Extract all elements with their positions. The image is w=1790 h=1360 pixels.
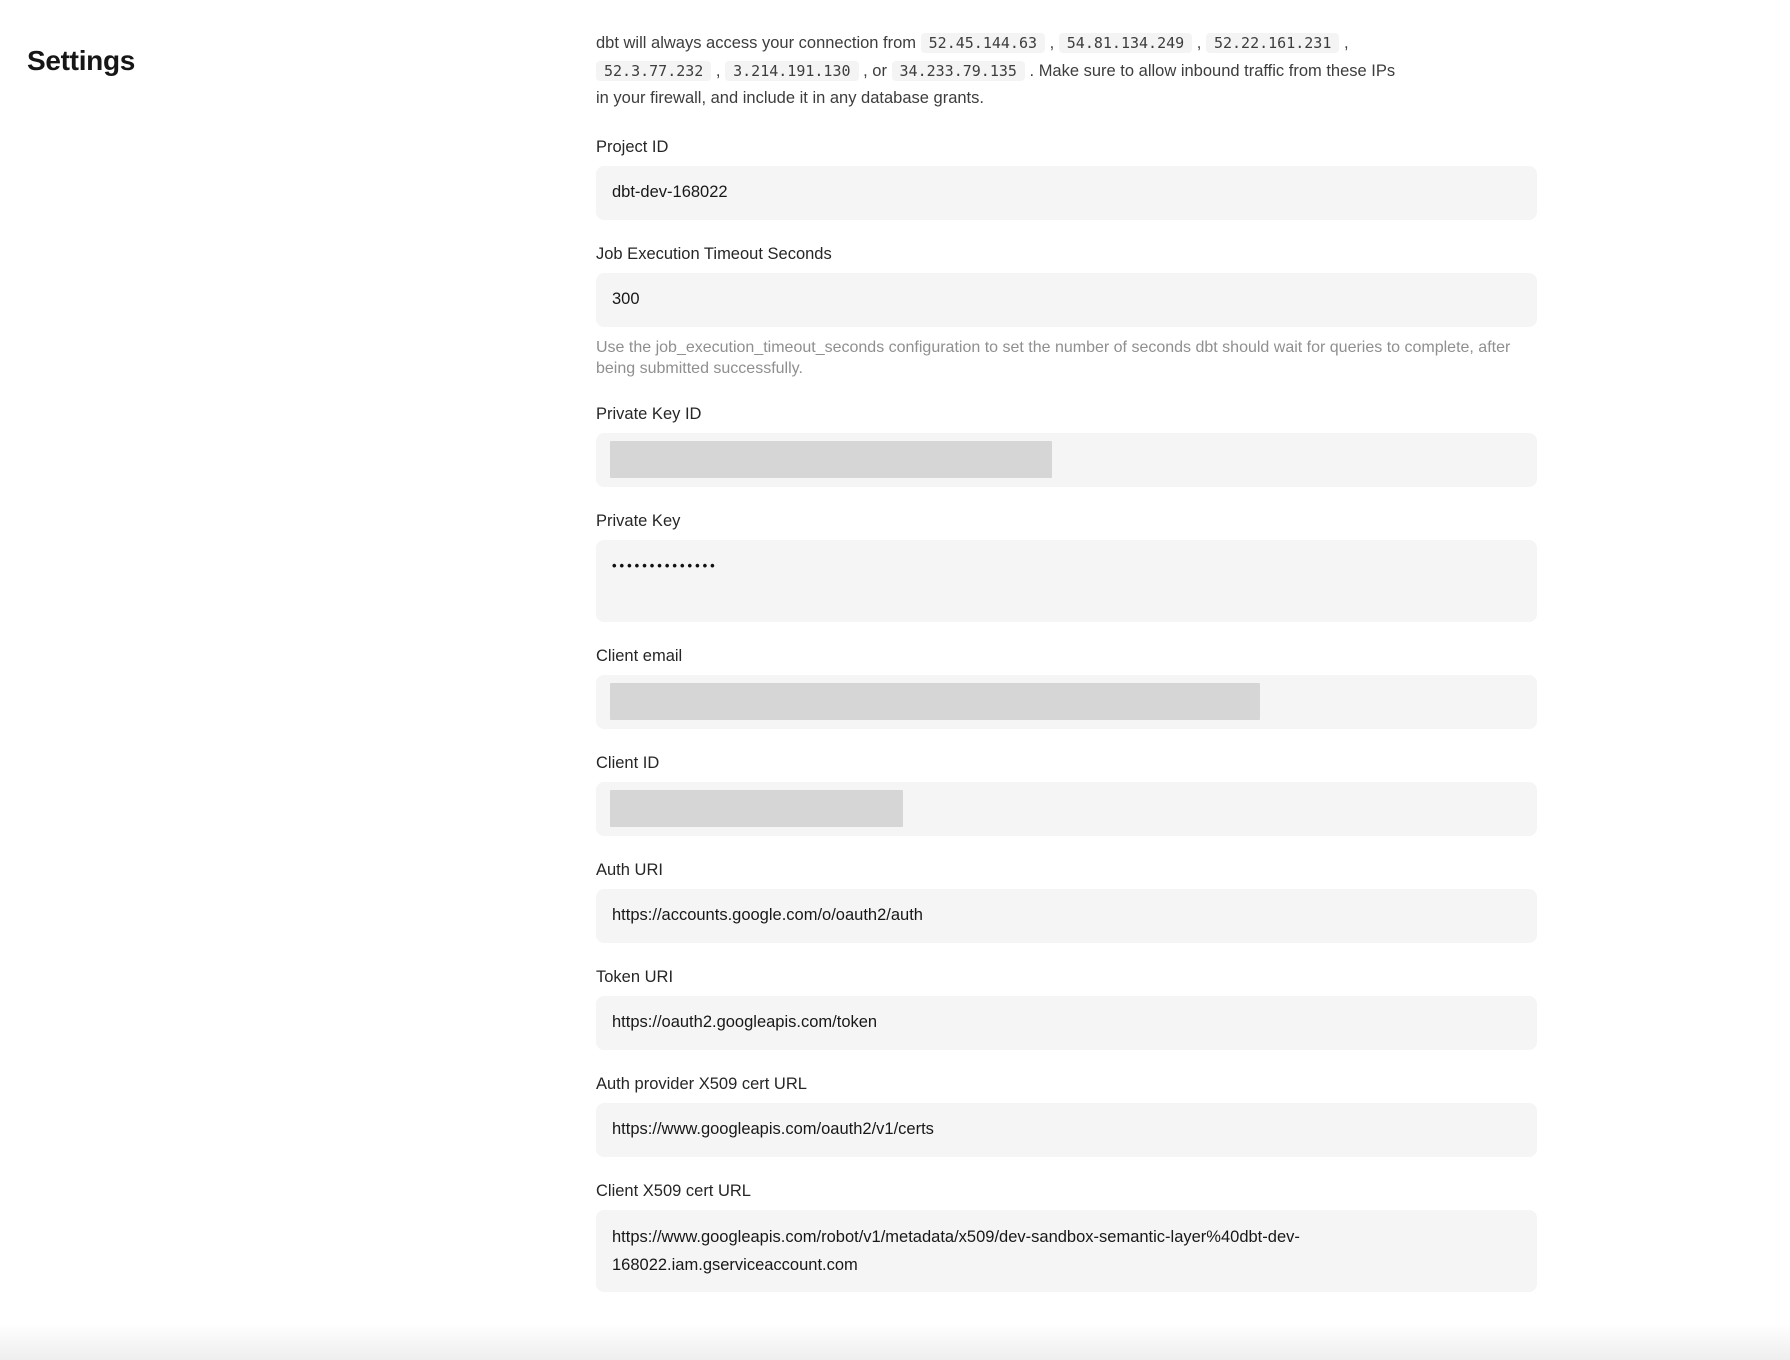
field-group-auth_uri (596, 861, 1537, 943)
field-label-client_id: Client ID (596, 753, 660, 772)
field-value-token_uri: https://oauth2.googleapis.com/token (612, 1013, 878, 1031)
field-group-client_email (596, 647, 1537, 729)
field-group-token_uri (596, 968, 1537, 1050)
field-value-auth_provider_x509_cert_url: https://www.googleapis.com/oauth2/v1/certs (612, 1120, 934, 1138)
field-help-job_execution_timeout_seconds: Use the job_execution_timeout_seconds configuration to set the number of seconds dbt should wait for queries to complete, after being submitted successfully. (596, 338, 1511, 377)
field-input-client_id[interactable] (596, 782, 1537, 836)
field-label-auth_provider_x509_cert_url: Auth provider X509 cert URL (596, 1074, 807, 1093)
intro-text-segment: , (711, 61, 726, 80)
intro-text-segment: . Make sure to allow inbound traffic from these IPs (1024, 61, 1396, 80)
ip-address-chip: 3.214.191.130 (725, 61, 858, 81)
field-label-private_key_id: Private Key ID (596, 404, 702, 423)
field-value-project_id: dbt-dev-168022 (612, 183, 728, 201)
field-label-auth_uri: Auth URI (596, 860, 663, 879)
intro-text-segment: , (1339, 34, 1349, 52)
redacted-value-bar (610, 441, 1052, 478)
intro-text-segment: , (1045, 34, 1059, 52)
field-group-job_execution_timeout_seconds (596, 245, 1537, 380)
field-group-auth_provider_x509_cert_url (596, 1075, 1537, 1157)
field-input-client_x509_cert_url[interactable] (596, 1210, 1537, 1292)
field-label-project_id: Project ID (596, 137, 669, 156)
ip-address-chip: 52.22.161.231 (1206, 33, 1339, 53)
intro-text-segment: in your firewall, and include it in any database grants. (596, 89, 984, 107)
field-input-token_uri[interactable] (596, 996, 1537, 1050)
redacted-value-bar (610, 790, 903, 827)
field-group-client_id (596, 754, 1537, 836)
settings-content (596, 0, 1537, 1292)
page-title: Settings (27, 44, 136, 76)
field-group-project_id (596, 138, 1537, 220)
field-label-token_uri: Token URI (596, 967, 674, 986)
field-input-auth_provider_x509_cert_url[interactable] (596, 1103, 1537, 1157)
field-input-auth_uri[interactable] (596, 889, 1537, 943)
field-input-job_execution_timeout_seconds[interactable] (596, 273, 1537, 327)
field-input-project_id[interactable] (596, 166, 1537, 220)
field-value-job_execution_timeout_seconds: 300 (612, 290, 640, 308)
field-label-job_execution_timeout_seconds: Job Execution Timeout Seconds (596, 244, 832, 263)
field-value-private_key: •••••••••••••• (612, 557, 718, 573)
field-label-private_key: Private Key (596, 511, 681, 530)
field-value-auth_uri: https://accounts.google.com/o/oauth2/auth (612, 906, 923, 924)
field-value-client_x509_cert_url: https://www.googleapis.com/robot/v1/metadata/x509/dev-sandbox-semantic-layer%40dbt-dev-168022.iam.gserviceaccount.com (612, 1227, 1300, 1274)
ip-address-chip: 54.81.134.249 (1059, 33, 1192, 53)
intro-text (596, 30, 1537, 113)
ip-address-chip: 52.3.77.232 (596, 61, 711, 81)
ip-address-chip: 52.45.144.63 (921, 33, 1045, 53)
intro-text-segment: , or (858, 61, 892, 80)
redacted-value-bar (610, 683, 1260, 720)
field-input-private_key_id[interactable] (596, 433, 1537, 487)
field-label-client_x509_cert_url: Client X509 cert URL (596, 1181, 751, 1200)
field-group-private_key (596, 512, 1537, 622)
bottom-fade (0, 1324, 1790, 1360)
field-input-client_email[interactable] (596, 675, 1537, 729)
connection-form (596, 138, 1537, 1292)
intro-text-segment: , (1192, 34, 1206, 52)
field-input-private_key[interactable] (596, 540, 1537, 622)
ip-address-chip: 34.233.79.135 (892, 61, 1025, 81)
intro-text-segment: dbt will always access your connection from (596, 34, 921, 52)
field-group-client_x509_cert_url (596, 1182, 1537, 1292)
field-label-client_email: Client email (596, 646, 683, 665)
field-group-private_key_id (596, 405, 1537, 487)
